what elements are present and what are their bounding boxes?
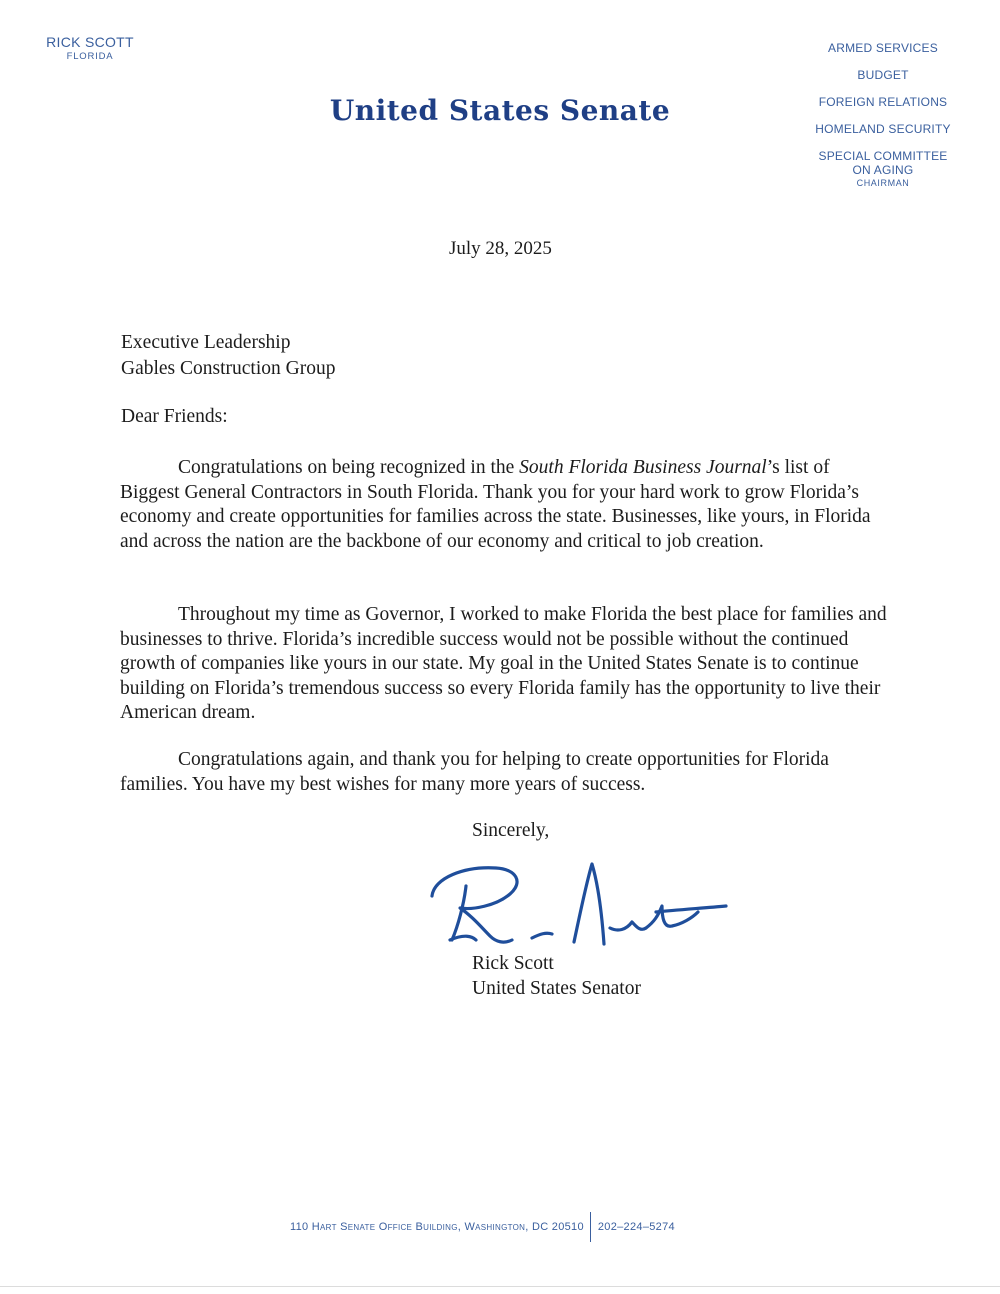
committee-item: HOMELAND SECURITY <box>815 122 951 136</box>
committee-item: FOREIGN RELATIONS <box>818 95 948 109</box>
committee-role: CHAIRMAN <box>856 178 910 188</box>
page-edge-divider <box>0 1286 1000 1287</box>
paragraph-text: Congratulations on being recognized in the <box>178 457 520 478</box>
recipient-line: Executive Leadership <box>121 332 291 353</box>
office-address: 110 Hart Senate Office Building, Washington, DC 20510 <box>290 1221 584 1233</box>
body-paragraph <box>120 456 888 554</box>
paragraph-text: ’s list of Biggest General Contractors in South Florida. Thank you for your hard work to grow Florida’s economy and create opportunities for families across the state. Businesses, like yours, in Florida and across the nation are the backbone of our economy and critical to job creation. <box>120 457 871 552</box>
body-paragraph <box>120 603 888 726</box>
paragraph-text: Congratulations again, and thank you for helping to create opportunities for Florida families. You have my best wishes for many more years of success. <box>120 749 829 795</box>
letter-date: July 28, 2025 <box>449 238 552 259</box>
committee-item: BUDGET <box>857 68 909 82</box>
body-paragraph <box>120 748 888 797</box>
footer <box>290 1212 675 1242</box>
paragraph-text: Throughout my time as Governor, I worked to make Florida the best place for families and businesses to thrive. Florida’s incredible success would not be possible without the continued growth of companies like yours in our state. My goal in the United States Senate is to continue building on Florida’s tremendous success so every Florida family has the opportunity to live their American dream. <box>120 604 887 723</box>
publication-name: South Florida Business Journal <box>519 457 767 478</box>
sender-block <box>40 34 140 64</box>
recipient-block <box>121 330 335 382</box>
closing: Sincerely, <box>472 820 550 841</box>
committee-item-aging: SPECIAL COMMITTEE ON AGING <box>818 149 948 177</box>
office-phone: 202–224–5274 <box>597 1221 675 1233</box>
salutation: Dear Friends: <box>121 406 228 427</box>
signer-name: Rick Scott <box>472 953 554 974</box>
sender-name: RICK SCOTT <box>46 34 134 50</box>
footer-divider <box>590 1212 591 1242</box>
committee-list <box>808 41 958 190</box>
committee-item: ARMED SERVICES <box>828 41 938 55</box>
sender-state: FLORIDA <box>66 51 114 62</box>
recipient-line: Gables Construction Group <box>121 358 336 379</box>
signature-image <box>424 856 734 956</box>
letterhead-title: United States Senate <box>329 94 671 127</box>
signer-title: United States Senator <box>472 978 641 999</box>
